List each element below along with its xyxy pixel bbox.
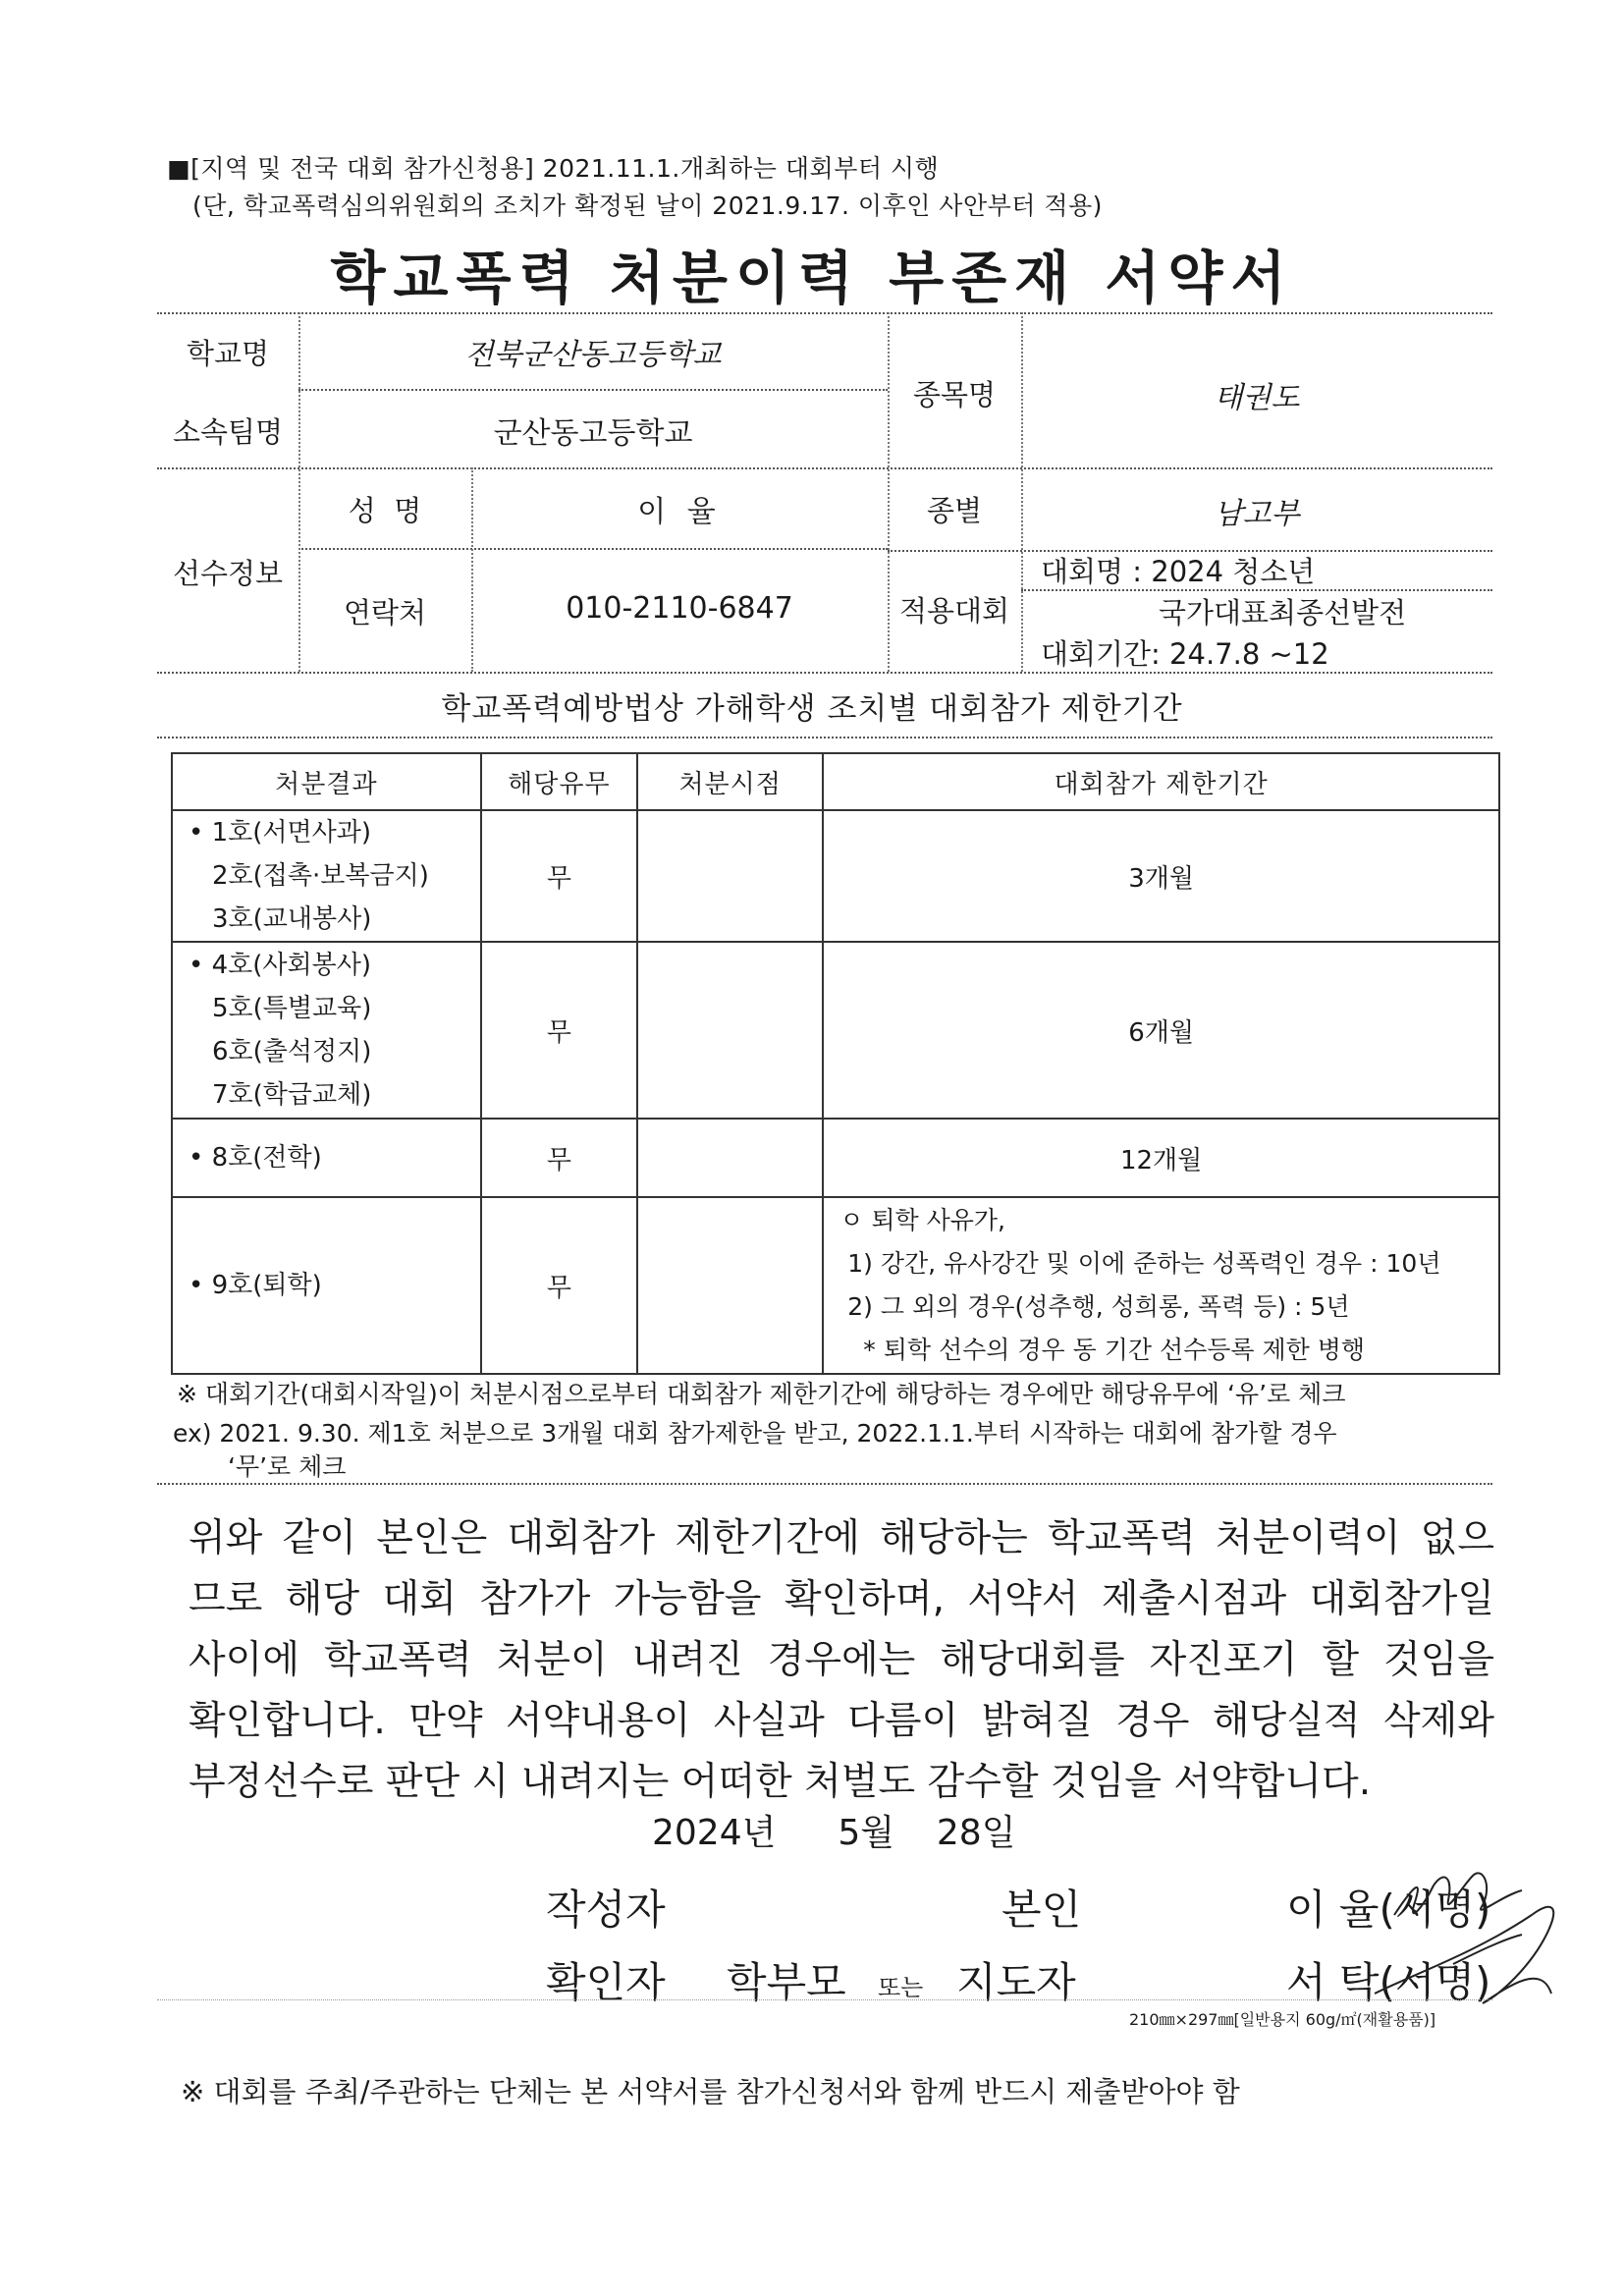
table-header-row (172, 753, 1499, 810)
gender-label: 종별 (926, 494, 983, 527)
date-cell (637, 810, 823, 942)
school-value: 전북군산동고등학교 (464, 338, 722, 372)
handwritten-signature (1355, 1846, 1591, 2023)
disposition-item: 6호(출석정지) (212, 1037, 372, 1066)
discipline-table (171, 752, 1500, 1375)
paper-spec: 210㎜×297㎜[일반용지 60g/㎡(재활용품)] (1129, 2010, 1436, 2029)
disposition-item: • 9호(퇴학) (189, 1271, 322, 1300)
name-label: 성 명 (348, 494, 422, 527)
confirmer-role-coach: 지도자 (956, 1958, 1076, 2006)
confirmer-role-parent: 학부모 (727, 1958, 846, 2006)
table-row (172, 1197, 1499, 1374)
disposition-item: • 8호(전학) (189, 1143, 322, 1173)
pledge-paragraph (189, 1508, 1494, 1813)
sport-label: 종목명 (912, 378, 997, 411)
disposition-item: 2호(접촉·보복금지) (212, 861, 429, 891)
pledge-line: 부정선수로 판단 시 내려지는 어떠한 처벌도 감수할 것임을 서약합니다. (189, 1760, 1372, 1804)
pledge-line: 위와 같이 본인은 대회참가 제한기간에 해당하는 학교폭력 처분이력이 없으 (189, 1516, 1494, 1560)
disposition-cell (172, 942, 481, 1119)
table-row (172, 942, 1499, 1119)
contact-label: 연락처 (343, 596, 427, 629)
divider (157, 1999, 1492, 2000)
date-cell (637, 1197, 823, 1374)
disposition-item: 5호(특별교육) (212, 994, 372, 1023)
disposition-item: 7호(학급교체) (212, 1080, 372, 1110)
limit-cell: 3개월 (823, 810, 1499, 942)
pledge-line: 므로 해당 대회 참가가 가능함을 확인하며, 서약서 제출시점과 대회참가일 (189, 1577, 1494, 1621)
disposition-cell (172, 1119, 481, 1197)
column-header: 해당유무 (481, 753, 637, 810)
limit-line: 1) 강간, 유사강간 및 이에 준하는 성폭력인 경우 : 10년 (847, 1249, 1441, 1278)
table-title: 학교폭력예방법상 가해학생 조치별 대회참가 제한기간 (441, 691, 1183, 727)
player-info-label: 선수정보 (172, 557, 284, 590)
limit-line: * 퇴학 선수의 경우 동 기간 선수등록 제한 병행 (863, 1336, 1366, 1364)
date-day: 28일 (936, 1813, 1016, 1853)
pledge-line: 확인합니다. 만약 서약내용이 사실과 다름이 밝혀질 경우 해당실적 삭제와 (189, 1699, 1494, 1743)
confirmer-or: 또는 (878, 1974, 924, 2001)
limit-cell (823, 1197, 1499, 1374)
date-year: 2024년 (652, 1813, 777, 1853)
limit-cell: 6개월 (823, 942, 1499, 1119)
divider (157, 1483, 1492, 1485)
date-cell (637, 1119, 823, 1197)
limit-line: 2) 그 외의 경우(성추행, 성희롱, 폭력 등) : 5년 (847, 1292, 1350, 1321)
note-3: ‘무’로 체크 (228, 1452, 347, 1481)
notice-line-1: ■[지역 및 전국 대회 참가신청용] 2021.11.1.개최하는 대회부터 시행 (167, 154, 940, 183)
disposition-item: • 4호(사회봉사) (189, 951, 372, 980)
column-header: 처분결과 (172, 753, 481, 810)
event-period: 대회기간: 24.7.8 ~12 (1041, 637, 1329, 671)
disposition-item: 3호(교내봉사) (212, 904, 372, 934)
applicable-cell: 무 (481, 810, 637, 942)
event-label: 적용대회 (898, 594, 1010, 628)
divider (157, 312, 1492, 314)
disposition-cell (172, 810, 481, 942)
school-label: 학교명 (186, 337, 270, 370)
applicable-cell: 무 (481, 1197, 637, 1374)
notice-line-2: (단, 학교폭력심의위원회의 조치가 확정된 날이 2021.9.17. 이후인 사안부터 적용) (192, 191, 1103, 220)
pledge-line: 사이에 학교폭력 처분이 내려진 경우에는 해당대회를 자진포기 할 것임을 (189, 1638, 1494, 1682)
date-cell (637, 942, 823, 1119)
note-1: ※ 대회기간(대회시작일)이 처분시점으로부터 대회참가 제한기간에 해당하는 경우에만 해당유무에 ‘유’로 체크 (177, 1380, 1346, 1408)
team-value: 군산동고등학교 (493, 416, 693, 451)
divider (298, 548, 888, 550)
event-name-2: 국가대표최종선발전 (1159, 596, 1407, 629)
sport-value: 태권도 (1214, 381, 1300, 415)
confirmer-name: 서 탁(서명) (1286, 1958, 1491, 2006)
writer-label: 작성자 (546, 1886, 666, 1934)
disposition-item: • 1호(서면사과) (189, 818, 372, 847)
event-name: 대회명 : 2024 청소년 (1041, 555, 1316, 588)
limit-cell: 12개월 (823, 1119, 1499, 1197)
applicable-cell: 무 (481, 1119, 637, 1197)
team-label: 소속팀명 (172, 415, 284, 449)
applicable-cell: 무 (481, 942, 637, 1119)
note-2: ex) 2021. 9.30. 제1호 처분으로 3개월 대회 참가제한을 받고, 2022.1.1.부터 시작하는 대회에 참가할 경우 (173, 1419, 1337, 1448)
date-month: 5월 (838, 1813, 894, 1853)
divider (157, 737, 1492, 738)
writer-name: 이 율(서명) (1286, 1886, 1491, 1934)
divider (157, 467, 1492, 469)
column-header: 처분시점 (637, 753, 823, 810)
column-header: 대회참가 제한기간 (823, 753, 1499, 810)
contact-value: 010-2110-6847 (566, 591, 793, 626)
divider (298, 389, 888, 391)
writer-role: 본인 (1001, 1886, 1082, 1934)
table-row (172, 1119, 1499, 1197)
limit-line: ㅇ 퇴학 사유가, (839, 1206, 1006, 1234)
confirmer-label: 확인자 (546, 1958, 666, 2006)
signed-date (652, 1805, 1016, 1855)
footer-note: ※ 대회를 주최/주관하는 단체는 본 서약서를 참가신청서와 함께 반드시 제출받아야 함 (181, 2075, 1240, 2108)
name-value: 이 율 (637, 495, 722, 529)
table-row (172, 810, 1499, 942)
document-title: 학교폭력 처분이력 부존재 서약서 (330, 245, 1294, 311)
gender-value: 남고부 (1214, 497, 1300, 531)
disposition-cell (172, 1197, 481, 1374)
